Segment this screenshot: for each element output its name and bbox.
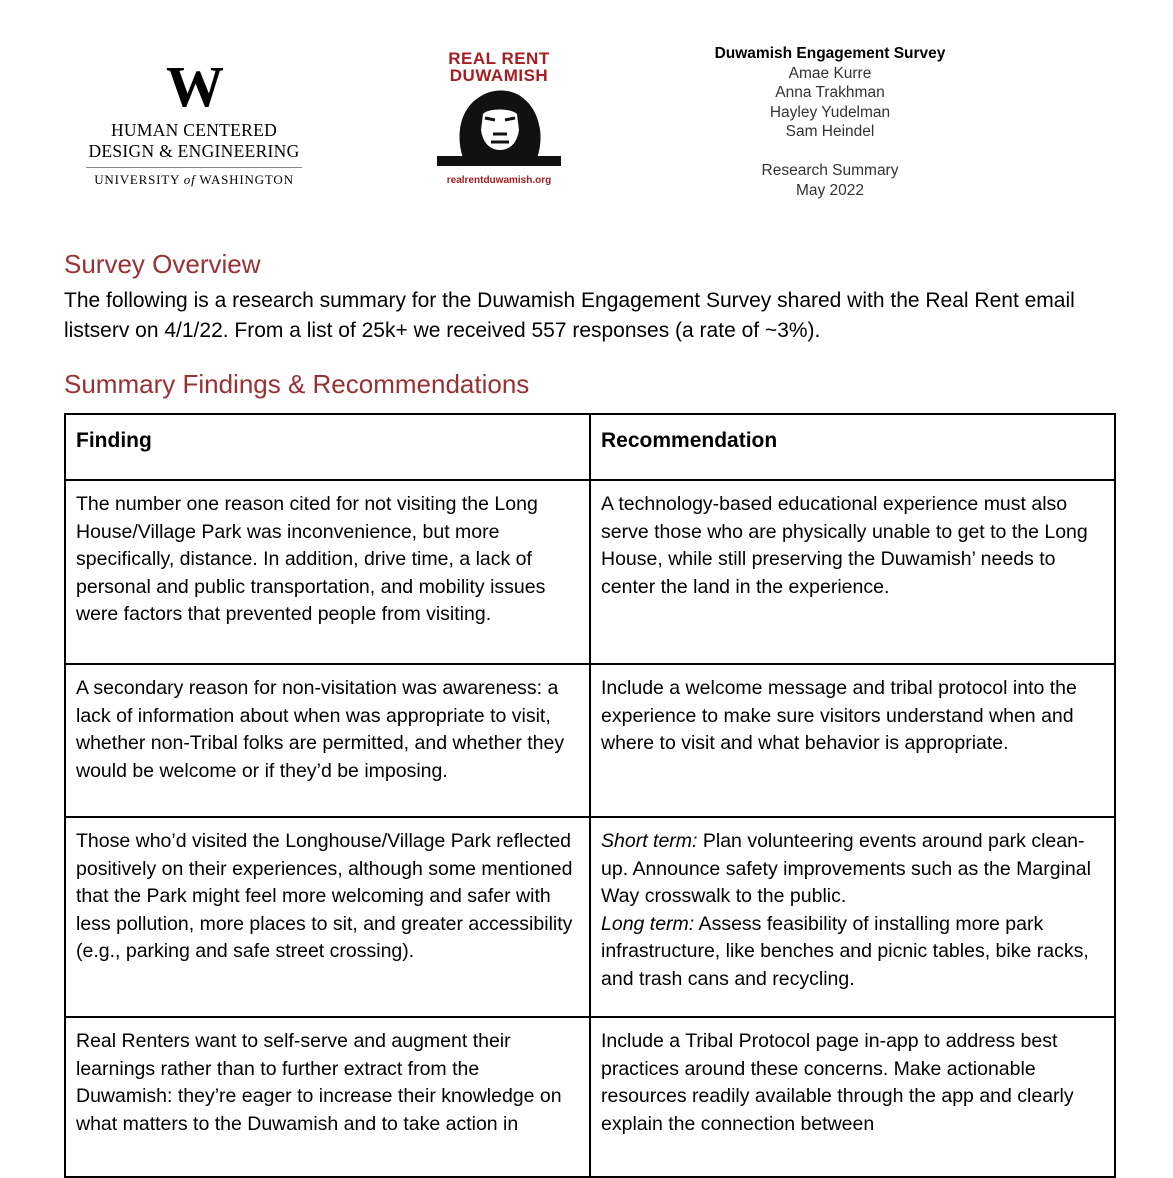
uw-w-mark: W (166, 54, 222, 119)
recommendation-cell: Include a welcome message and tribal protocol into the experience to make sure visitors understand when and where to visit and what behavior is appropriate. (590, 664, 1115, 817)
hcde-uw-logo (84, 54, 304, 188)
recommendation-cell: Include a Tribal Protocol page in-app to address best practices around these concerns. Make actionable resources readily available through the app and clearly explain the connection between (590, 1017, 1115, 1177)
table-row (65, 1017, 1115, 1177)
logo-line: HUMAN CENTERED (110, 120, 278, 140)
table-row (65, 664, 1115, 817)
document-type: Research Summary (761, 162, 899, 179)
section-heading-overview: Survey Overview (64, 249, 261, 279)
author: Amae Kurre (788, 64, 872, 82)
long-term-label: Long term: (601, 912, 695, 935)
overview-paragraph: The following is a research summary for the Duwamish Engagement Survey shared with the Real Rent email listserv on 4/1/22. From a list of 25k+ we received 557 responses (a rate of ~3%). (64, 289, 1075, 342)
section-heading-findings: Summary Findings & Recommendations (64, 369, 530, 399)
short-term-label: Short term: (601, 830, 698, 852)
logo-line: DESIGN & ENGINEERING (88, 141, 300, 161)
logo-line: DUWAMISH (449, 66, 549, 85)
recommendation-cell (590, 817, 1115, 1017)
table-header-row (65, 414, 1115, 480)
table-row (65, 480, 1115, 664)
finding-cell: Real Renters want to self-serve and augment their learnings rather than to further extract from the Duwamish: they’re eager to increase their knowledge on what matters to the Duwamish and to take action in (65, 1017, 590, 1177)
finding-cell: Those who’d visited the Longhouse/Village Park reflected positively on their experiences, although some mentioned that the Park might feel more welcoming and safer with less pollution, more places to sit, and greater accessibility (e.g., parking and safe street crossing). (65, 817, 590, 1017)
document-header (690, 44, 970, 200)
column-header-finding: Finding (65, 414, 590, 480)
short-term-text: Plan volunteering events around park clean-up. Announce safety improvements such as the Marginal Way crosswalk to the public. (601, 830, 1091, 908)
finding-cell: The number one reason cited for not visiting the Long House/Village Park was inconvenience, but more specifically, distance. In addition, drive time, a lack of personal and public transportation, and mobility issues were factors that prevented people from visiting. (65, 480, 590, 664)
logo-line: REAL RENT (448, 49, 550, 68)
recommendation-cell: A technology-based educational experience must also serve those who are physically unable to get to the Long House, while still preserving the Duwamish’ needs to center the land in the experience. (590, 480, 1115, 664)
logo-line: UNIVERSITY of WASHINGTON (94, 172, 294, 187)
column-header-recommendation: Recommendation (590, 414, 1115, 480)
finding-cell: A secondary reason for non-visitation was awareness: a lack of information about when was appropriate to visit, whether non-Tribal folks are permitted, and whether they would be welcome or if they’d be imposing. (65, 664, 590, 817)
document-date: May 2022 (795, 181, 865, 199)
author: Anna Trakhman (775, 84, 885, 101)
author: Sam Heindel (785, 123, 875, 140)
findings-table (64, 413, 1116, 1178)
portrait-icon (433, 84, 565, 168)
logo-url: realrentduwamish.org (446, 175, 552, 186)
table-row (65, 817, 1115, 1017)
author: Hayley Yudelman (769, 103, 891, 121)
real-rent-duwamish-logo (430, 50, 568, 186)
survey-title: Duwamish Engagement Survey (714, 45, 946, 62)
logo-divider (86, 167, 302, 168)
long-term-text: Assess feasibility of installing more park infrastructure, like benches and picnic tables, bike racks, and trash cans and recycling. (601, 912, 1089, 990)
